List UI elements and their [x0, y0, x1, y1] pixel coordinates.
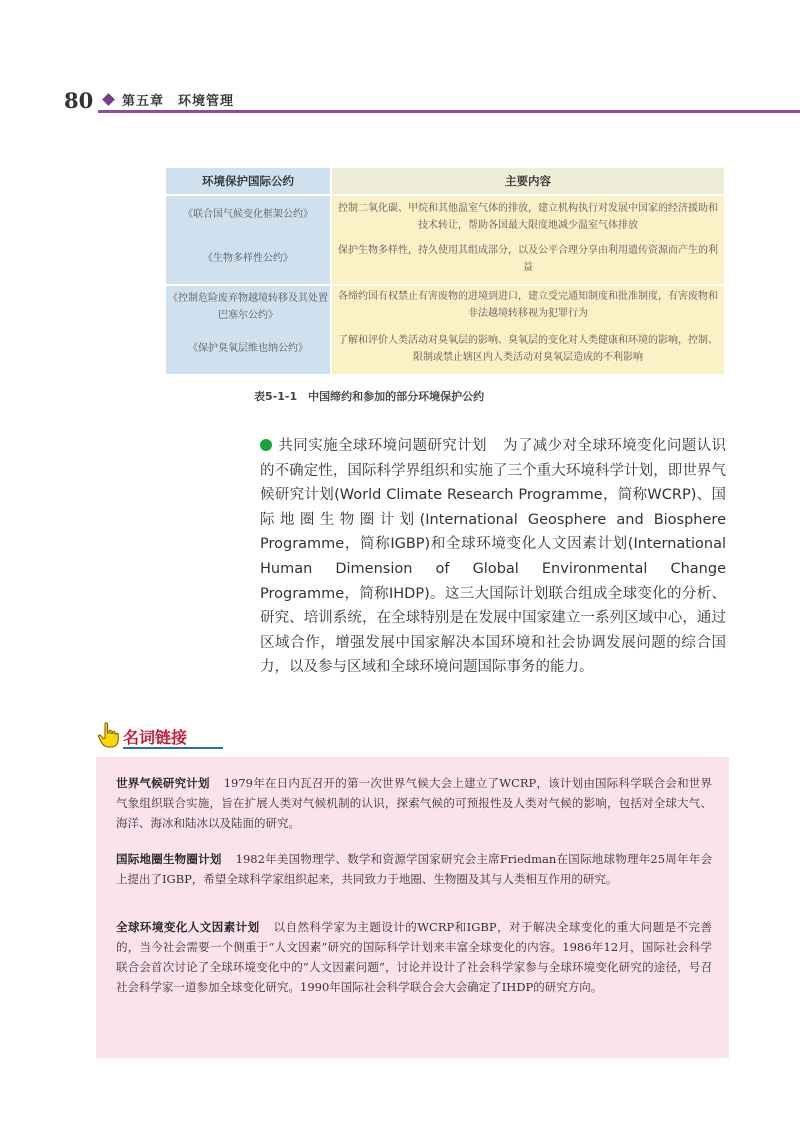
diamond-icon: [102, 93, 115, 106]
glossary-text: 以自然科学家为主题设计的WCRP和IGBP，对于解决全球变化的重大问题是不完善的，当今社会需要一个侧重于“人文因素”研究的国际科学计划来丰富全球变化的内容。1986年12月，国际社会科学联合会首次讨论了全球环境变化中的“人文因素问题”，讨论并设计了社会科学家参与全球环境变化研究的途径，号召社会科学家一道参加全球变化研究。1990年国际社会科学联合会大会确定了IHDP的研究方向。: [116, 920, 712, 994]
green-dot-icon: [260, 439, 272, 451]
glossary-entry: [116, 849, 712, 889]
glossary-underline: [123, 747, 223, 749]
glossary-box: [96, 757, 729, 1058]
glossary-entry: [116, 917, 712, 997]
pointing-hand-icon: [97, 722, 121, 748]
table-row-content: 了解和评价人类活动对臭氧层的影响、臭氧层的变化对人类健康和环境的影响，控制、限制或禁止辖区内人类活动对臭氧层造成的不利影响: [338, 335, 718, 363]
section-heading: 共同实施全球环境问题研究计划: [278, 438, 487, 454]
table-row-name: 《联合国气候变化框架公约》: [183, 209, 313, 220]
table-header-content: 主要内容: [332, 168, 724, 194]
table-row-name: 《生物多样性公约》: [203, 253, 293, 264]
table-header-treaty: 环境保护国际公约: [166, 168, 330, 194]
glossary-term: 国际地圈生物圈计划: [116, 852, 222, 866]
section-text: 为了减少对全球环境变化问题认识的不确定性，国际科学界组织和实施了三个重大环境科学计划，即世界气候研究计划(World Climate Research Programme，简称WCRP)、国际地圈生物圈计划(International Geosphere and Biosphere Programme，简称IGBP)和全球环境变化人文因素计划(International Human Dimension of Global Environmental Change Programme，简称IHDP)。这三大国际计划联合组成全球变化的分析、研究、培训系统，在全球特别是在发展中国家建立一系列区域中心，通过区域合作，增强发展中国家解决本国环境和社会协调发展问题的综合国力，以及参与区域和全球环境问题国际事务的能力。: [260, 438, 727, 676]
header-rule: [98, 110, 800, 113]
table-caption: 表5-1-1 中国缔约和参加的部分环境保护公约: [254, 390, 485, 403]
treaty-table: [166, 168, 724, 374]
chapter-title: 第五章 环境管理: [122, 94, 235, 109]
glossary-entry: [116, 773, 712, 833]
glossary-title: 名词链接: [123, 728, 188, 747]
glossary-term: 世界气候研究计划: [116, 776, 210, 790]
glossary-text: 1982年美国物理学、数学和资源学国家研究会主席Friedman在国际地球物理年25周年年会上提出了IGBP，希望全球科学家组织起来，共同致力于地圈、生物圈及其与人类相互作用的研究。: [116, 852, 713, 886]
glossary-term: 全球环境变化人文因素计划: [116, 920, 260, 934]
table-row-content: 各缔约国有权禁止有害废物的进境到进口，建立受完通知制度和批准制度，有害废物和非法越境转移视为犯罪行为: [338, 291, 718, 319]
page-header: [64, 88, 800, 116]
table-row-name: 《保护臭氧层维也纳公约》: [188, 343, 308, 354]
section-paragraph: [260, 434, 726, 680]
page-number: 80: [64, 88, 94, 113]
table-row-content: 保护生物多样性，持久使用其组成部分，以及公平合理分享由利用遗传资源而产生的利益: [338, 245, 718, 273]
table-row-content: 控制二氧化碳、甲烷和其他温室气体的排放，建立机构执行对发展中国家的经济援助和技术转让，帮助各国最大限度地减少温室气体排放: [338, 203, 718, 231]
table-row-name: 《控制危险废弃物越境转移及其处置巴塞尔公约》: [168, 293, 328, 321]
glossary-text: 1979年在日内瓦召开的第一次世界气候大会上建立了WCRP，该计划由国际科学联合会和世界气象组织联合实施，旨在扩展人类对气候机制的认识，探索气候的可预报性及人类对气候的影响，包括对全球大气、海洋、海冰和陆冰以及陆面的研究。: [116, 776, 713, 830]
